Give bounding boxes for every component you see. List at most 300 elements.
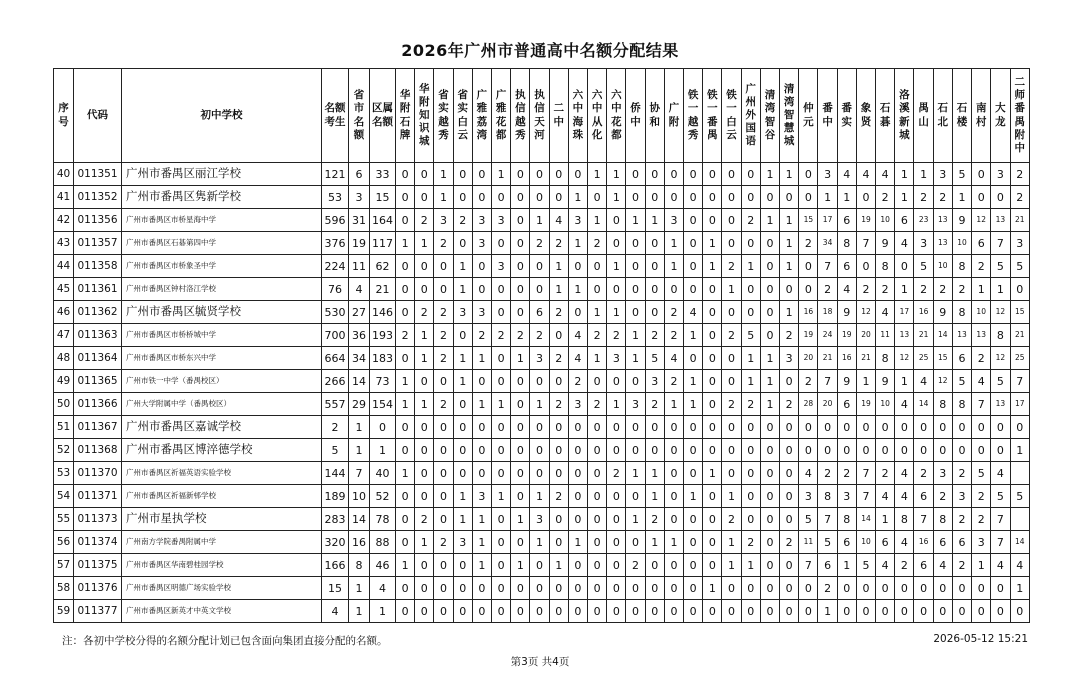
row-value: 7	[991, 232, 1010, 255]
row-value: 0	[549, 531, 568, 554]
row-value: 5	[856, 554, 875, 577]
row-seq: 54	[54, 485, 74, 508]
row-value: 0	[664, 554, 683, 577]
row-value: 0	[684, 439, 703, 462]
row-value: 2	[972, 485, 991, 508]
row-value: 0	[684, 209, 703, 232]
row-value: 1	[645, 485, 664, 508]
row-value: 11	[876, 324, 895, 347]
row-value: 2	[549, 393, 568, 416]
row-value: 0	[645, 439, 664, 462]
row-value: 2	[549, 301, 568, 324]
row-value: 21	[914, 324, 933, 347]
row-value: 5	[914, 255, 933, 278]
row-value: 0	[703, 163, 722, 186]
row-value: 1	[895, 163, 914, 186]
row-value: 1	[645, 209, 664, 232]
row-value: 4	[991, 554, 1010, 577]
row-value: 4	[568, 347, 587, 370]
row-value: 18	[818, 301, 837, 324]
row-value: 0	[722, 600, 741, 623]
row-value: 46	[370, 554, 396, 577]
row-value: 0	[664, 416, 683, 439]
row-value: 0	[991, 439, 1010, 462]
row-value: 0	[703, 416, 722, 439]
row-code: 011374	[74, 531, 122, 554]
row-value: 0	[434, 554, 453, 577]
row-value: 2	[818, 278, 837, 301]
row-value: 0	[722, 347, 741, 370]
row-value: 1	[492, 485, 511, 508]
row-value: 0	[799, 577, 818, 600]
table-row	[54, 370, 1030, 393]
row-value: 1	[703, 255, 722, 278]
row-value: 0	[492, 554, 511, 577]
row-value: 0	[664, 508, 683, 531]
row-school: 广州市番禺区祈福英语实验学校	[122, 462, 322, 485]
row-value: 0	[684, 416, 703, 439]
row-value: 3	[799, 485, 818, 508]
row-value: 1	[370, 439, 396, 462]
header-col: 洛溪新城	[895, 69, 914, 163]
row-value: 11	[799, 531, 818, 554]
row-value: 1	[396, 232, 415, 255]
row-value: 4	[799, 462, 818, 485]
row-value: 23	[914, 209, 933, 232]
row-value: 1	[626, 347, 645, 370]
row-value: 1	[492, 393, 511, 416]
row-value: 144	[322, 462, 349, 485]
row-value: 1	[972, 278, 991, 301]
row-value: 0	[703, 186, 722, 209]
row-value: 0	[511, 255, 530, 278]
row-value: 13	[933, 209, 952, 232]
row-value: 4	[991, 462, 1010, 485]
table-row	[54, 416, 1030, 439]
row-value: 7	[818, 508, 837, 531]
row-value: 1	[453, 508, 472, 531]
row-seq: 49	[54, 370, 74, 393]
row-code: 011370	[74, 462, 122, 485]
row-value: 2	[856, 278, 875, 301]
row-value: 0	[837, 600, 856, 623]
row-value: 0	[703, 370, 722, 393]
row-value: 4	[914, 370, 933, 393]
row-value: 2	[722, 255, 741, 278]
row-value: 0	[703, 439, 722, 462]
row-value: 0	[549, 577, 568, 600]
row-value: 4	[972, 370, 991, 393]
row-value: 0	[722, 577, 741, 600]
row-value: 2	[434, 232, 453, 255]
row-value: 9	[952, 209, 971, 232]
row-value: 2	[895, 554, 914, 577]
row-value: 0	[684, 508, 703, 531]
row-value: 0	[741, 600, 760, 623]
row-value: 19	[837, 324, 856, 347]
row-value: 8	[895, 508, 914, 531]
header-col: 执信天河	[530, 69, 549, 163]
row-value: 15	[1010, 301, 1030, 324]
row-value: 2	[952, 554, 971, 577]
row-value: 0	[370, 416, 396, 439]
row-value: 0	[645, 186, 664, 209]
row-value: 8	[349, 554, 370, 577]
row-value: 1	[415, 531, 434, 554]
row-value: 0	[588, 186, 607, 209]
row-value: 0	[530, 462, 549, 485]
row-value: 2	[664, 370, 683, 393]
row-value: 700	[322, 324, 349, 347]
row-value: 7	[991, 508, 1010, 531]
row-value: 1	[780, 163, 799, 186]
header-col: 华附石牌	[396, 69, 415, 163]
row-school: 广州市番禺区市桥象圣中学	[122, 255, 322, 278]
row-value: 5	[1010, 485, 1030, 508]
row-value: 2	[799, 232, 818, 255]
row-value: 0	[530, 370, 549, 393]
row-value: 0	[626, 163, 645, 186]
row-value: 1	[741, 255, 760, 278]
table-row	[54, 462, 1030, 485]
row-value: 19	[856, 393, 875, 416]
row-value: 0	[684, 163, 703, 186]
row-value: 1	[972, 554, 991, 577]
row-value: 189	[322, 485, 349, 508]
row-value: 8	[876, 347, 895, 370]
row-value: 27	[349, 301, 370, 324]
row-value: 7	[856, 232, 875, 255]
row-value: 0	[434, 462, 453, 485]
row-value: 0	[568, 577, 587, 600]
row-value: 1	[703, 232, 722, 255]
row-value: 25	[1010, 347, 1030, 370]
row-value: 0	[684, 554, 703, 577]
row-value: 0	[952, 577, 971, 600]
row-value: 0	[568, 439, 587, 462]
row-value: 0	[722, 370, 741, 393]
row-value: 0	[511, 301, 530, 324]
header-col: 石楼	[952, 69, 971, 163]
row-seq: 40	[54, 163, 74, 186]
row-value: 0	[568, 255, 587, 278]
row-value: 1	[760, 209, 779, 232]
row-value: 0	[780, 508, 799, 531]
row-value: 0	[799, 186, 818, 209]
row-value: 1	[568, 531, 587, 554]
row-school: 广州市番禺区华南碧桂园学校	[122, 554, 322, 577]
row-value: 10	[876, 393, 895, 416]
row-school: 广州市番禺区市桥星海中学	[122, 209, 322, 232]
row-value: 0	[703, 301, 722, 324]
row-value: 1	[349, 439, 370, 462]
row-value: 10	[876, 209, 895, 232]
row-value: 117	[370, 232, 396, 255]
row-value: 0	[760, 600, 779, 623]
row-value: 0	[453, 416, 472, 439]
row-value: 5	[818, 531, 837, 554]
row-value: 0	[703, 393, 722, 416]
row-value: 20	[856, 324, 875, 347]
row-value: 12	[933, 370, 952, 393]
row-value: 596	[322, 209, 349, 232]
row-value: 0	[914, 600, 933, 623]
row-value: 0	[549, 186, 568, 209]
row-value: 1	[492, 163, 511, 186]
row-value: 0	[607, 370, 626, 393]
row-value: 1	[472, 393, 491, 416]
row-school: 广州市番禺区明德广场实验学校	[122, 577, 322, 600]
row-value: 12	[856, 301, 875, 324]
row-value: 5	[991, 485, 1010, 508]
row-value: 13	[991, 393, 1010, 416]
row-value: 0	[530, 439, 549, 462]
row-seq: 41	[54, 186, 74, 209]
row-value: 0	[933, 600, 952, 623]
row-code: 011357	[74, 232, 122, 255]
row-value: 7	[818, 370, 837, 393]
row-value: 0	[415, 462, 434, 485]
row-value: 0	[415, 186, 434, 209]
row-value: 0	[453, 577, 472, 600]
row-value: 1	[511, 508, 530, 531]
row-value: 7	[991, 531, 1010, 554]
row-value: 0	[607, 554, 626, 577]
row-value: 28	[799, 393, 818, 416]
row-value: 0	[530, 577, 549, 600]
row-value: 320	[322, 531, 349, 554]
row-value: 2	[914, 278, 933, 301]
row-value: 1	[607, 255, 626, 278]
row-value: 0	[453, 439, 472, 462]
row-value: 0	[760, 324, 779, 347]
row-value: 4	[876, 163, 895, 186]
row-value: 0	[818, 416, 837, 439]
row-value: 1	[664, 232, 683, 255]
header-col: 仲元	[799, 69, 818, 163]
row-value: 19	[349, 232, 370, 255]
row-value: 1	[722, 531, 741, 554]
row-value: 2	[972, 508, 991, 531]
row-value: 15	[370, 186, 396, 209]
row-seq: 44	[54, 255, 74, 278]
row-value: 6	[530, 301, 549, 324]
row-value: 0	[396, 163, 415, 186]
row-school: 广州市番禺区祈福新邨学校	[122, 485, 322, 508]
row-value: 1	[396, 370, 415, 393]
row-value: 0	[607, 531, 626, 554]
page-indicator: 第3页 共4页	[510, 656, 570, 668]
table-row	[54, 577, 1030, 600]
row-value: 0	[799, 163, 818, 186]
row-value: 10	[856, 531, 875, 554]
row-value: 4	[895, 462, 914, 485]
row-value: 1	[453, 278, 472, 301]
row-value: 0	[434, 600, 453, 623]
row-value: 5	[952, 370, 971, 393]
row-seq: 42	[54, 209, 74, 232]
row-school: 广州市番禺区钟村洛江学校	[122, 278, 322, 301]
row-value: 1	[530, 209, 549, 232]
row-value: 1	[453, 347, 472, 370]
row-value: 0	[856, 416, 875, 439]
row-value: 1	[607, 301, 626, 324]
row-value: 2	[645, 324, 664, 347]
row-value: 0	[549, 163, 568, 186]
row-value: 0	[664, 278, 683, 301]
row-value: 2	[415, 209, 434, 232]
row-value: 7	[818, 255, 837, 278]
row-value: 2	[722, 324, 741, 347]
row-value: 1	[472, 531, 491, 554]
row-value: 0	[396, 600, 415, 623]
row-value: 0	[415, 485, 434, 508]
row-value: 0	[511, 278, 530, 301]
header-col: 执信越秀	[511, 69, 530, 163]
row-value: 1	[684, 324, 703, 347]
row-value: 0	[837, 416, 856, 439]
row-value: 1	[607, 186, 626, 209]
row-value: 0	[664, 577, 683, 600]
row-value: 2	[933, 485, 952, 508]
row-value: 0	[492, 462, 511, 485]
row-value: 1	[626, 209, 645, 232]
row-value: 17	[1010, 393, 1030, 416]
row-value: 0	[530, 186, 549, 209]
row-value: 2	[952, 508, 971, 531]
row-value: 0	[453, 186, 472, 209]
table-row	[54, 393, 1030, 416]
row-value: 0	[991, 577, 1010, 600]
row-value: 0	[972, 577, 991, 600]
row-value: 7	[799, 554, 818, 577]
row-value: 2	[396, 324, 415, 347]
header-col: 象贤	[856, 69, 875, 163]
row-value: 21	[818, 347, 837, 370]
row-value: 0	[530, 554, 549, 577]
row-value: 0	[492, 278, 511, 301]
row-value: 14	[933, 324, 952, 347]
row-code: 011364	[74, 347, 122, 370]
row-value: 0	[837, 439, 856, 462]
row-value: 20	[799, 347, 818, 370]
row-value: 1	[472, 347, 491, 370]
row-value: 0	[453, 163, 472, 186]
row-value: 25	[914, 347, 933, 370]
row-value: 2	[914, 186, 933, 209]
row-value: 4	[856, 163, 875, 186]
row-value: 6	[837, 209, 856, 232]
row-value: 5	[645, 347, 664, 370]
row-value: 0	[684, 577, 703, 600]
row-value: 1	[837, 186, 856, 209]
row-value: 1	[952, 186, 971, 209]
row-value: 3	[991, 163, 1010, 186]
row-value: 8	[876, 255, 895, 278]
row-value: 10	[933, 255, 952, 278]
row-value: 1	[453, 370, 472, 393]
row-value: 1	[664, 255, 683, 278]
row-value: 3	[349, 186, 370, 209]
row-value: 0	[453, 324, 472, 347]
row-value: 6	[952, 347, 971, 370]
row-value: 6	[876, 531, 895, 554]
row-value: 0	[626, 186, 645, 209]
row-value: 3	[933, 163, 952, 186]
row-value: 0	[472, 278, 491, 301]
row-value: 0	[645, 416, 664, 439]
row-value: 0	[972, 163, 991, 186]
row-value: 0	[434, 508, 453, 531]
row-value: 5	[991, 255, 1010, 278]
row-value: 1	[349, 600, 370, 623]
row-seq: 58	[54, 577, 74, 600]
row-value: 1	[453, 255, 472, 278]
row-value: 0	[933, 439, 952, 462]
row-value: 0	[434, 416, 453, 439]
row-value: 0	[568, 600, 587, 623]
page-title: 2026年广州市普通高中名额分配结果	[401, 41, 679, 60]
row-code: 011375	[74, 554, 122, 577]
row-value: 0	[760, 232, 779, 255]
row-value: 9	[876, 370, 895, 393]
row-value: 0	[972, 416, 991, 439]
row-value: 0	[511, 232, 530, 255]
header-col: 省市名额	[349, 69, 370, 163]
row-value: 0	[396, 577, 415, 600]
table-row	[54, 531, 1030, 554]
row-value: 8	[818, 485, 837, 508]
row-value: 2	[607, 324, 626, 347]
row-value: 0	[530, 163, 549, 186]
row-value: 2	[876, 186, 895, 209]
row-seq: 50	[54, 393, 74, 416]
row-value: 0	[645, 301, 664, 324]
row-value: 0	[511, 370, 530, 393]
row-value: 4	[876, 485, 895, 508]
row-value: 1	[415, 232, 434, 255]
row-value: 0	[396, 186, 415, 209]
row-value: 0	[760, 416, 779, 439]
table-row	[54, 278, 1030, 301]
row-value: 0	[741, 278, 760, 301]
row-code: 011356	[74, 209, 122, 232]
row-value: 1	[549, 255, 568, 278]
table-row	[54, 301, 1030, 324]
row-value: 0	[492, 347, 511, 370]
row-value: 0	[684, 531, 703, 554]
row-value: 1	[914, 163, 933, 186]
row-value: 0	[511, 393, 530, 416]
row-value: 0	[760, 301, 779, 324]
table-row	[54, 255, 1030, 278]
row-value: 0	[396, 301, 415, 324]
row-code: 011352	[74, 186, 122, 209]
row-value: 0	[453, 554, 472, 577]
row-value: 0	[780, 278, 799, 301]
row-value: 2	[472, 324, 491, 347]
row-value: 6	[914, 554, 933, 577]
row-value: 0	[876, 577, 895, 600]
row-value: 13	[933, 232, 952, 255]
row-value: 76	[322, 278, 349, 301]
row-value: 0	[645, 600, 664, 623]
header-col: 番实	[837, 69, 856, 163]
row-value: 0	[626, 531, 645, 554]
row-value: 0	[472, 439, 491, 462]
row-value: 2	[434, 324, 453, 347]
row-value: 1	[549, 278, 568, 301]
